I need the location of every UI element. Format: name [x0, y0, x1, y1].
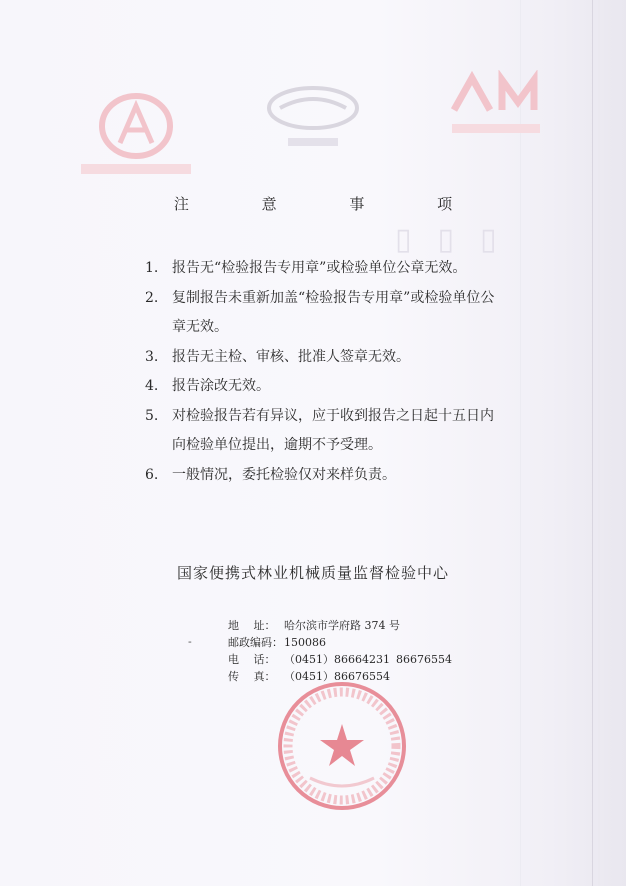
stray-mark: - — [188, 635, 192, 648]
notice-item-number: 5. — [145, 407, 159, 424]
notice-item-number: 6. — [145, 466, 159, 483]
notice-item-number: 2. — [145, 289, 159, 306]
contact-label: 邮政编码： — [228, 636, 283, 649]
faint-certification-stamp-right — [446, 70, 546, 142]
contact-label: 传 真： — [228, 670, 276, 683]
notice-item-number: 3. — [145, 348, 159, 365]
notice-item-number: 1. — [145, 260, 159, 276]
notice-title: 注 意 事 项 — [173, 195, 487, 213]
contact-info — [228, 617, 452, 685]
official-red-seal — [272, 676, 412, 816]
contact-address — [228, 617, 400, 634]
contact-value: （0451）86664231 — [284, 653, 390, 666]
notice-item-number: 4. — [145, 378, 159, 394]
paper-fold — [598, 0, 600, 886]
faint-certification-stamp-left — [75, 88, 197, 183]
contact-phone — [228, 651, 452, 668]
contact-phone-extra: 86676554 — [396, 653, 452, 666]
notice-item — [145, 254, 505, 284]
contact-postcode — [228, 634, 400, 651]
contact-value: （0451）86676554 — [284, 670, 390, 683]
organization-name: 国家便携式林业机械质量监督检验中心 — [176, 564, 449, 582]
notice-item — [145, 284, 505, 343]
contact-value: 150086 — [284, 636, 326, 649]
notice-item-text: 一般情况，委托检验仅对来样负责。 — [172, 466, 396, 483]
notice-item — [145, 343, 505, 373]
notice-item-text: 报告无“检验报告专用章”或检验单位公章无效。 — [172, 260, 467, 276]
contact-label: 电 话： — [228, 653, 276, 666]
notice-list — [145, 254, 505, 490]
paper-fold — [592, 0, 593, 886]
notice-item — [145, 402, 505, 461]
notice-item-text: 复制报告未重新加盖“检验报告专用章”或检验单位公章无效。 — [172, 289, 495, 335]
notice-item — [145, 461, 505, 491]
faint-logo-center — [258, 82, 368, 154]
contact-label: 地 址： — [228, 619, 276, 632]
faint-show-through-text: ▯▯▯ — [395, 222, 523, 257]
contact-value: 哈尔滨市学府路 374 号 — [284, 619, 400, 632]
notice-item — [145, 372, 505, 402]
notice-item-text: 报告涂改无效。 — [172, 378, 270, 394]
notice-item-text: 对检验报告若有异议，应于收到报告之日起十五日内向检验单位提出，逾期不予受理。 — [172, 407, 494, 453]
notice-item-text: 报告无主检、审核、批准人签章无效。 — [172, 348, 410, 365]
